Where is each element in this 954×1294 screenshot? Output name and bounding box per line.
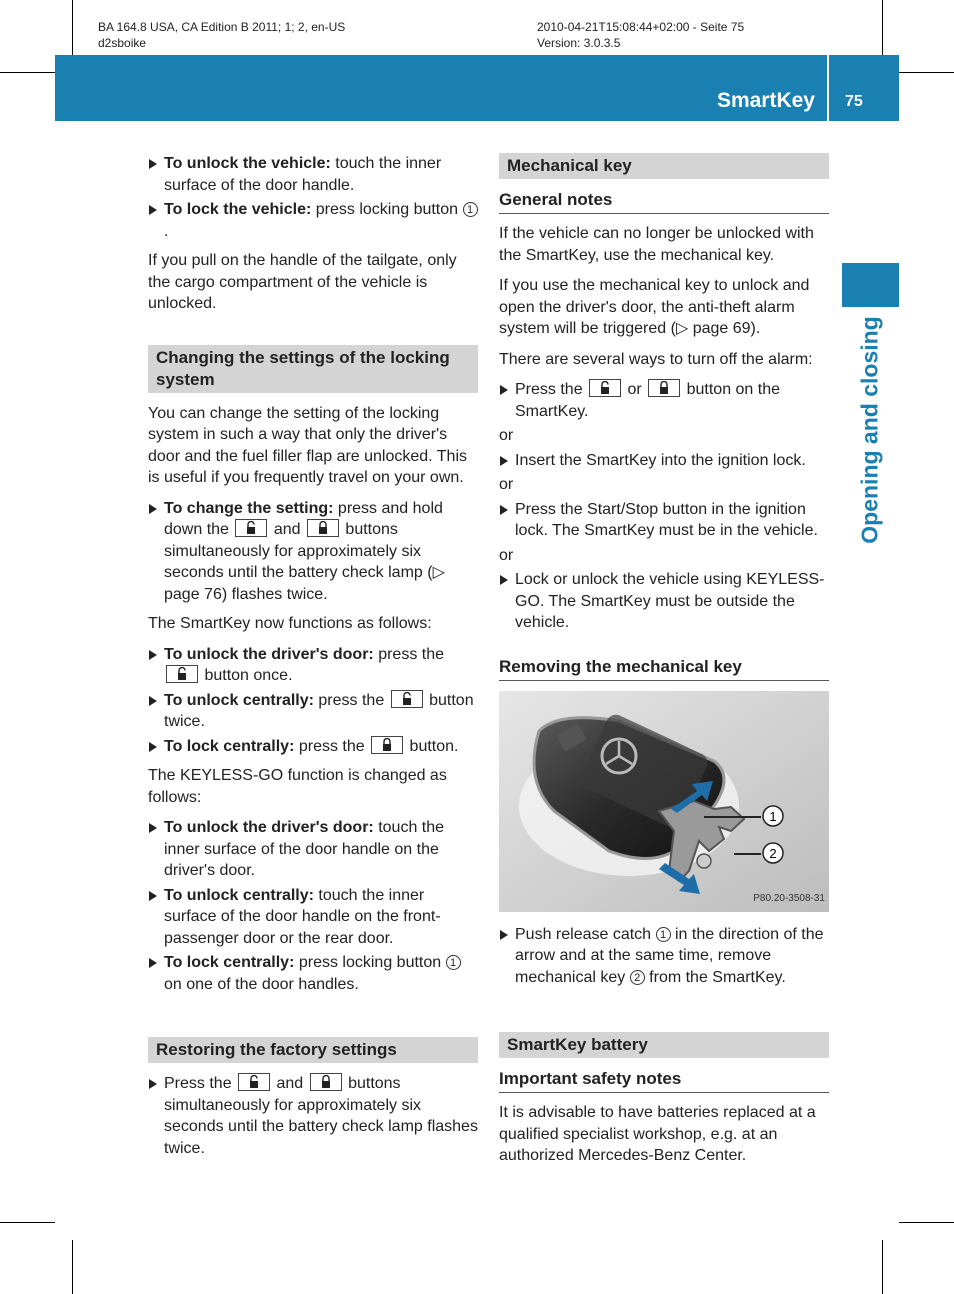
callout-1: 1 xyxy=(463,202,478,217)
list-item xyxy=(148,498,478,606)
side-tab xyxy=(842,263,899,307)
item-text: buttons simultaneously for approximately six seconds until the battery check lamp flashes twice. xyxy=(164,1075,478,1157)
paragraph: If the vehicle can no longer be unlocked with the SmartKey, use the mechanical key. xyxy=(499,225,814,264)
item-text: press and hold down the xyxy=(164,499,443,538)
item-text: and xyxy=(272,1075,308,1092)
callout-2: 2 xyxy=(630,970,645,985)
crop-mark xyxy=(0,72,55,73)
subsection-heading: Important safety notes xyxy=(499,1068,829,1093)
item-text: button. xyxy=(405,737,459,755)
crop-mark xyxy=(899,72,954,73)
item-text: button twice. xyxy=(164,691,474,730)
smartkey-photo xyxy=(499,691,829,912)
callout-1: 1 xyxy=(656,927,671,942)
item-text: touch the inner surface of the door handle on the front-passenger door or the rear door. xyxy=(164,886,441,947)
paragraph xyxy=(499,275,829,340)
callout-1: 1 xyxy=(446,955,461,970)
paragraph: There are several ways to turn off the alarm: xyxy=(499,350,813,368)
banner-title: SmartKey xyxy=(716,89,815,112)
item-text: and xyxy=(269,521,305,538)
crop-mark xyxy=(899,1222,954,1223)
chapter-banner xyxy=(55,55,899,121)
header-meta-line: Version: 3.0.3.5 xyxy=(537,36,621,50)
page-number: 75 xyxy=(845,93,863,110)
unlock-icon xyxy=(391,690,423,708)
list-item: Insert the SmartKey into the ignition lock. xyxy=(499,450,829,472)
crop-mark xyxy=(882,1240,883,1294)
or-separator: or xyxy=(499,546,514,564)
header-meta-right xyxy=(537,19,744,51)
crop-mark xyxy=(72,1240,73,1294)
lock-icon xyxy=(371,736,403,754)
crop-mark xyxy=(0,1222,55,1223)
item-text: or xyxy=(623,381,647,398)
item-text: press the xyxy=(313,691,389,709)
list-item: Press the Start/Stop button in the ignition lock. The SmartKey must be in the vehicle. xyxy=(499,499,829,542)
item-text: button on the SmartKey. xyxy=(515,381,781,420)
photo-caption: P80.20-3508-31 xyxy=(753,893,825,904)
header-meta-left xyxy=(98,19,345,51)
callout-label-2: 2 xyxy=(769,845,777,861)
unlock-icon xyxy=(238,1073,270,1091)
unlock-icon xyxy=(235,519,267,537)
section-heading: Restoring the factory settings xyxy=(148,1037,478,1063)
paragraph: The KEYLESS-GO function is changed as follows: xyxy=(148,767,447,806)
or-separator: or xyxy=(499,427,514,444)
right-column xyxy=(499,153,829,1176)
reference-triangle: ▷ xyxy=(432,564,445,581)
section-heading: Changing the settings of the locking system xyxy=(148,345,478,393)
left-column xyxy=(148,153,478,1162)
item-text: press locking button xyxy=(311,201,463,218)
header-meta-line: d2sboike xyxy=(98,36,147,50)
list-item xyxy=(499,379,829,422)
list-item xyxy=(148,153,478,196)
banner-separator xyxy=(827,55,829,121)
lock-icon xyxy=(307,519,339,537)
item-text: page 76) flashes twice. xyxy=(164,585,328,603)
list-item xyxy=(148,1073,478,1159)
list-item xyxy=(499,924,829,989)
item-text: in the direction of the arrow and at the same time, remove mechanical key xyxy=(515,925,824,986)
item-text: . xyxy=(164,222,169,240)
header-meta-line: 2010-04-21T15:08:44+02:00 - Seite 75 xyxy=(537,20,745,34)
item-text: button once. xyxy=(200,667,293,684)
item-text: press locking button xyxy=(294,954,446,971)
crop-mark xyxy=(72,0,73,55)
list-item xyxy=(148,736,478,758)
item-label: To unlock centrally: xyxy=(164,691,314,709)
paragraph: The SmartKey now functions as follows: xyxy=(148,615,432,632)
item-text: buttons simultaneously for approximately six seconds until the battery check lamp ( xyxy=(164,521,433,581)
item-text: on one of the door handles. xyxy=(164,975,359,993)
list-item xyxy=(148,644,478,687)
item-label: To unlock centrally: xyxy=(164,886,314,904)
subsection-heading: General notes xyxy=(499,189,829,214)
item-text: Press the xyxy=(515,381,588,398)
item-label: To lock centrally: xyxy=(164,737,295,755)
list-item xyxy=(148,817,478,882)
item-label: To lock centrally: xyxy=(164,954,295,971)
item-label: To unlock the driver's door: xyxy=(164,819,374,836)
section-heading: SmartKey battery xyxy=(499,1032,829,1058)
item-label: To lock the vehicle: xyxy=(164,201,312,218)
item-text: press the xyxy=(373,645,445,663)
unlock-icon xyxy=(166,665,198,683)
item-label: To unlock the vehicle: xyxy=(164,155,331,172)
item-text: Press the xyxy=(164,1075,237,1092)
item-text: press the xyxy=(294,737,370,755)
smartkey-illustration xyxy=(499,691,829,912)
list-item xyxy=(148,690,478,733)
list-item xyxy=(148,885,478,950)
paragraph: It is advisable to have batteries replaced at a qualified specialist workshop, e.g. at an authorized Mercedes-Benz Center. xyxy=(499,1104,816,1164)
or-separator: or xyxy=(499,476,514,493)
item-text: touch the inner surface of the door handle. xyxy=(164,155,442,194)
item-text: Push release catch xyxy=(515,925,656,943)
crop-mark xyxy=(882,0,883,55)
item-label: To change the setting: xyxy=(164,499,334,517)
list-item: Lock or unlock the vehicle using KEYLESS-GO. The SmartKey must be outside the vehicle. xyxy=(499,569,829,634)
item-label: To unlock the driver's door: xyxy=(164,645,374,663)
unlock-icon xyxy=(589,379,621,397)
item-text: touch the inner surface of the door handle on the driver's door. xyxy=(164,819,445,879)
callout-label-1: 1 xyxy=(769,808,777,824)
lock-icon xyxy=(310,1073,342,1091)
header-meta-line: BA 164.8 USA, CA Edition B 2011; 1; 2, en-US xyxy=(98,20,346,34)
subsection-heading: Removing the mechanical key xyxy=(499,656,829,681)
reference-triangle: ▷ xyxy=(675,320,689,337)
paragraph-text: page 69). xyxy=(688,320,761,337)
paragraph: You can change the setting of the locking system in such a way that only the driver's door and the fuel filler flap are unlocked. This is useful if you frequently travel on your own. xyxy=(148,404,468,486)
paragraph: If you pull on the handle of the tailgate, only the cargo compartment of the vehicle is unlocked. xyxy=(148,252,457,312)
paragraph-text: If you use the mechanical key to unlock and open the driver's door, the anti-theft alarm system will be triggered ( xyxy=(499,277,810,337)
section-heading: Mechanical key xyxy=(499,153,829,179)
list-item xyxy=(148,952,478,995)
side-chapter-title: Opening and closing xyxy=(856,316,883,544)
item-text: from the SmartKey. xyxy=(644,968,786,986)
list-item xyxy=(148,199,478,242)
lock-icon xyxy=(648,379,680,397)
